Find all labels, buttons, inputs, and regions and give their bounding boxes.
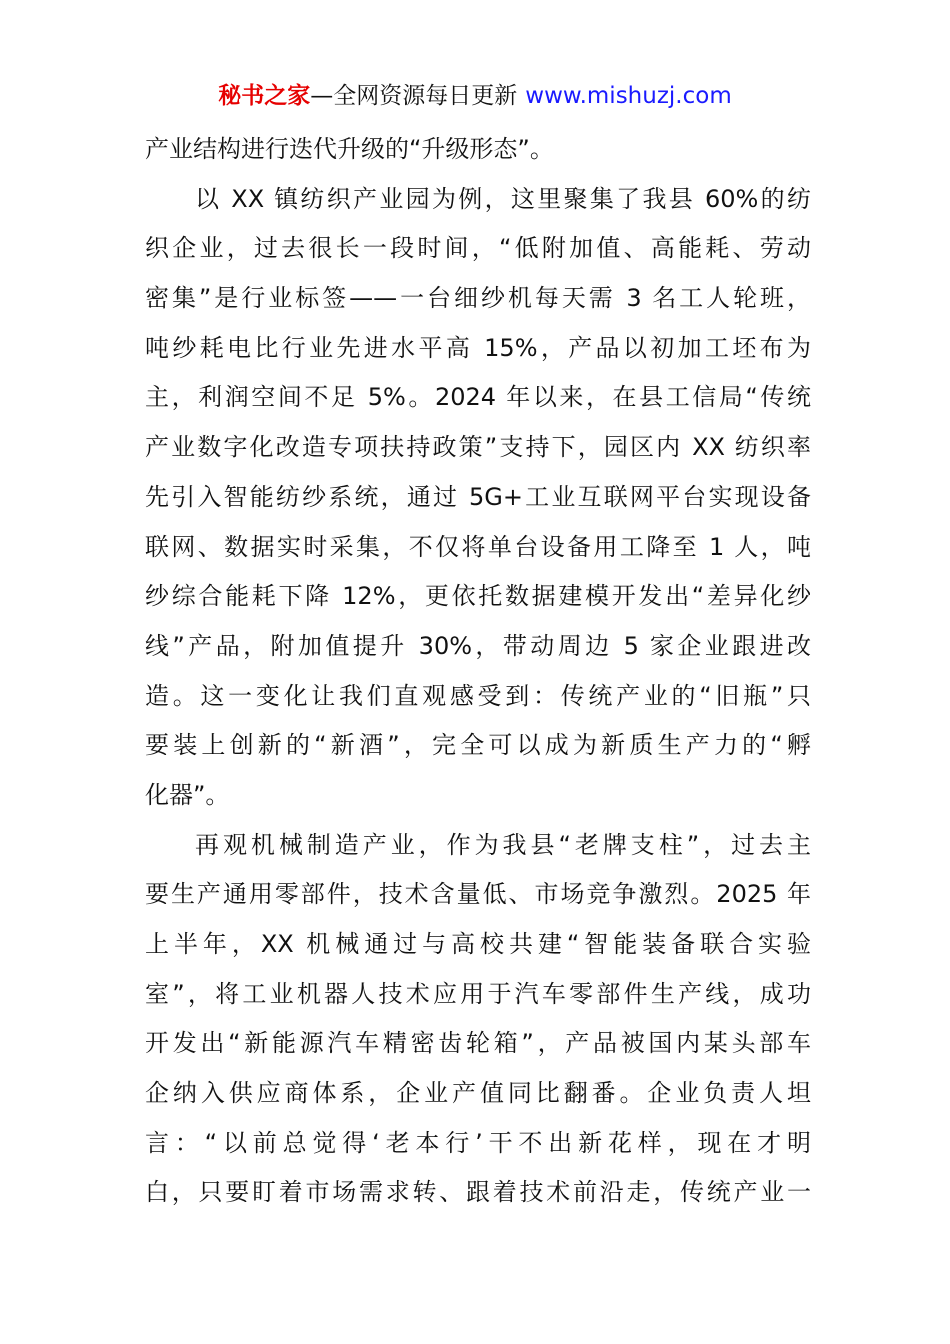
site-brand: 秘书之家 [218, 83, 311, 109]
text-line: 化器”。 [145, 780, 230, 809]
site-header [0, 80, 950, 112]
paragraph-first-line: 以 XX 镇纺织产业园为例，这里聚集了我县 60%的纺 [195, 184, 811, 213]
text-line: 企纳入供应商体系，企业产值同比翻番。企业负责人坦 [145, 1079, 811, 1108]
text-line: 线”产品，附加值提升 30%，带动周边 5 家企业跟进改 [145, 631, 811, 660]
text-line: 吨纱耗电比行业先进水平高 15%，产品以初加工坯布为 [145, 333, 811, 362]
text-line: 织企业，过去很长一段时间，“低附加值、高能耗、劳动 [145, 234, 811, 263]
paragraph-first-line: 再观机械制造产业，作为我县“老牌支柱”，过去主 [195, 830, 811, 859]
text-line: 室”，将工业机器人技术应用于汽车零部件生产线，成功 [145, 979, 811, 1008]
text-line: 要装上创新的“新酒”，完全可以成为新质生产力的“孵 [145, 731, 811, 760]
text-line: 先引入智能纺纱系统，通过 5G+工业互联网平台实现设备 [145, 482, 811, 511]
site-tagline: —全网资源每日更新 [310, 83, 518, 109]
text-line: 开发出“新能源汽车精密齿轮箱”，产品被国内某头部车 [145, 1029, 811, 1058]
text-line: 产业数字化改造专项扶持政策”支持下，园区内 XX 纺织率 [145, 433, 811, 462]
text-line: 上半年，XX 机械通过与高校共建“智能装备联合实验 [145, 930, 811, 958]
text-line: 言：“以前总觉得‘老本行’干不出新花样，现在才明 [145, 1128, 811, 1157]
text-line: 联网、数据实时采集，不仅将单台设备用工降至 1 人，吨 [145, 532, 811, 561]
text-line: 要生产通用零部件，技术含量低、市场竞争激烈。2025 年 [145, 880, 811, 909]
text-line: 白，只要盯着市场需求转、跟着技术前沿走，传统产业一 [145, 1178, 811, 1207]
text-line: 纱综合能耗下降 12%，更依托数据建模开发出“差异化纱 [145, 582, 811, 611]
text-line: 主，利润空间不足 5%。2024 年以来，在县工信局“传统 [145, 383, 811, 412]
site-url-link[interactable]: www.mishuzj.com [525, 83, 732, 109]
text-line: 造。这一变化让我们直观感受到：传统产业的“旧瓶”只 [145, 681, 811, 710]
text-line: 密集”是行业标签——一台细纱机每天需 3 名工人轮班， [145, 284, 811, 313]
document-body [145, 125, 811, 1218]
text-line: 产业结构进行迭代升级的“升级形态”。 [145, 135, 554, 163]
